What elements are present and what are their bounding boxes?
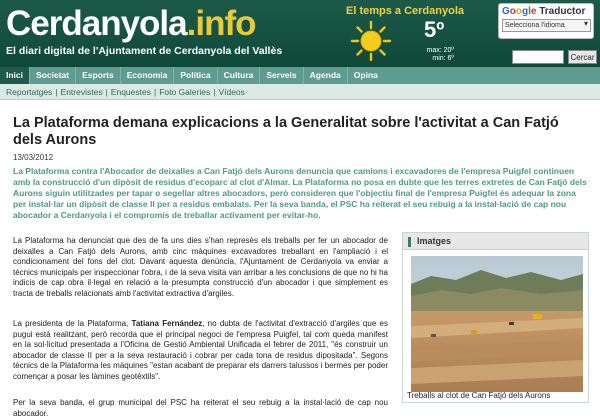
header-accent-bar [408,237,411,247]
images-panel-header [403,233,588,250]
nav-item-opina[interactable]: Opina [347,67,384,84]
google-translator-widget [498,3,594,39]
weather-title[interactable]: El temps a Cerdanyola [346,5,464,17]
subnav-item-videos[interactable]: Vídeos [218,87,245,97]
current-temperature: 5º [424,17,445,42]
nav-item-agenda[interactable]: Agenda [303,67,347,84]
site-header [0,0,600,67]
search-button[interactable]: Cercar [568,50,597,64]
article-title: La Plataforma demana explicacions a la Generalitat sobre l'activitat a Can Fatjó dels Aurons [13,115,559,148]
logo-accent[interactable]: .info [186,4,256,43]
article-paragraph: La presidenta de la Plataforma, Tatiana Fernández, no dubta de l'activitat d'extracció d'argiles que es pugui està realitzant, però recorda que el principal negoci de l'empresa Puigfel, tal com queda manifest en la sol·licitud presentada a l'Oficina de Gestió Ambiental Unificada el febrer de 2011, "és construir un abocador de classe II per a la seva restauració i cobrar per cada tona de residus dipositada". Segons tècnics de la Plataforma les màquines "estan acabant de preparar els darrers talussos i bermes per poder començar a posar les làmines geotèxtils". [13,319,388,381]
temperature-min: min: 6º [432,55,454,62]
sub-nav [0,84,600,100]
person-name: Tatiana Fernández [131,319,203,328]
images-panel [402,232,589,403]
article-lead: La Plataforma contra l'Abocador de deixalles a Can Fatjó dels Aurons denuncia que camions i excavadores de l'empresa Puigfel continuen amb la construcció d'un dipòsit de residus d'ecoparc al clot d'Almar. La Plataforma no posa en dubte que les terres extretes de Can Fatjó dels Aurons siguin utilitzades per tapar o segellar altres abocadors, però consideren que l'objectiu final de l'empresa Puigfel és adequar la zona per instal·lar un dipòsit de classe II per a residus embalats. Per la seva banda, el PSC ha reiterat el seu rebuig a la instal·lació de cap nou abocador a Cerdanyola i el compromís de treballar activament per evitar-ho. [13,166,587,220]
nav-item-cultura[interactable]: Cultura [217,67,260,84]
temperature-range [424,47,454,63]
site-tagline: El diari digital de l'Ajuntament de Cerdanyola del Vallès [6,45,283,57]
translator-label: Traductor [539,6,586,17]
language-select[interactable]: Selecciona l'idioma ▾ [502,19,591,32]
subnav-item-enquestes[interactable]: Enquestes [110,87,151,97]
article-paragraph: Per la seva banda, el grup municipal del PSC ha reiterat el seu rebuig a la instal·lació de cap nou abocador. [13,398,388,418]
main-nav [0,67,600,84]
logo-main[interactable]: Cerdanyola [6,4,187,43]
subnav-separator: | [55,87,58,97]
subnav-item-entrevistes[interactable]: Entrevistes [60,87,103,97]
subnav-separator: | [213,87,216,97]
subnav-item-foto-galeries[interactable]: Foto Galeries [159,87,211,97]
nav-item-economia[interactable]: Economia [120,67,174,84]
search-input[interactable] [512,50,564,64]
images-heading: Imatges [417,236,452,246]
nav-item-societat[interactable]: Societat [29,67,75,84]
subnav-item-reportatges[interactable]: Reportatges [6,87,53,97]
sun-icon [350,20,392,62]
subnav-separator: | [105,87,108,97]
nav-item-esports[interactable]: Esports [75,67,120,84]
article-date: 13/03/2012 [13,153,54,162]
article-paragraph: La Plataforma ha denunciat que des de fa uns dies s'han represès els treballs per fer un abocador de deixalles a Can Fatjó dels Aurons, amb cinc màquines excavadores treballant en l'ampliació i el condicionament del fons del clot. Davant aquesta denúncia, l'Ajuntament de Cerdanyola va enviar a tècnics municipals per inspeccionar l'obra, i de la seva visita van arribar a les conclusions de que no hi ha indicis de cap obra il·legal en relació a la presumpta construcció d'un abocador i que simplement es tracta de treballs relacionats amb l'activitat extractiva d'argiles. [13,236,388,298]
subnav-separator: | [153,87,157,97]
image-caption: Treballs al clot de Can Fatjó dels Aurons [407,391,551,400]
nav-item-inici[interactable]: Inici [0,67,29,84]
nav-item-politica[interactable]: Política [173,67,216,84]
nav-item-serveis[interactable]: Serveis [259,67,302,84]
site-logo[interactable] [6,4,256,44]
temperature-max: max: 20º [426,47,454,54]
article-photo[interactable] [411,256,583,392]
google-translator-brand: Google Traductor [502,6,586,17]
